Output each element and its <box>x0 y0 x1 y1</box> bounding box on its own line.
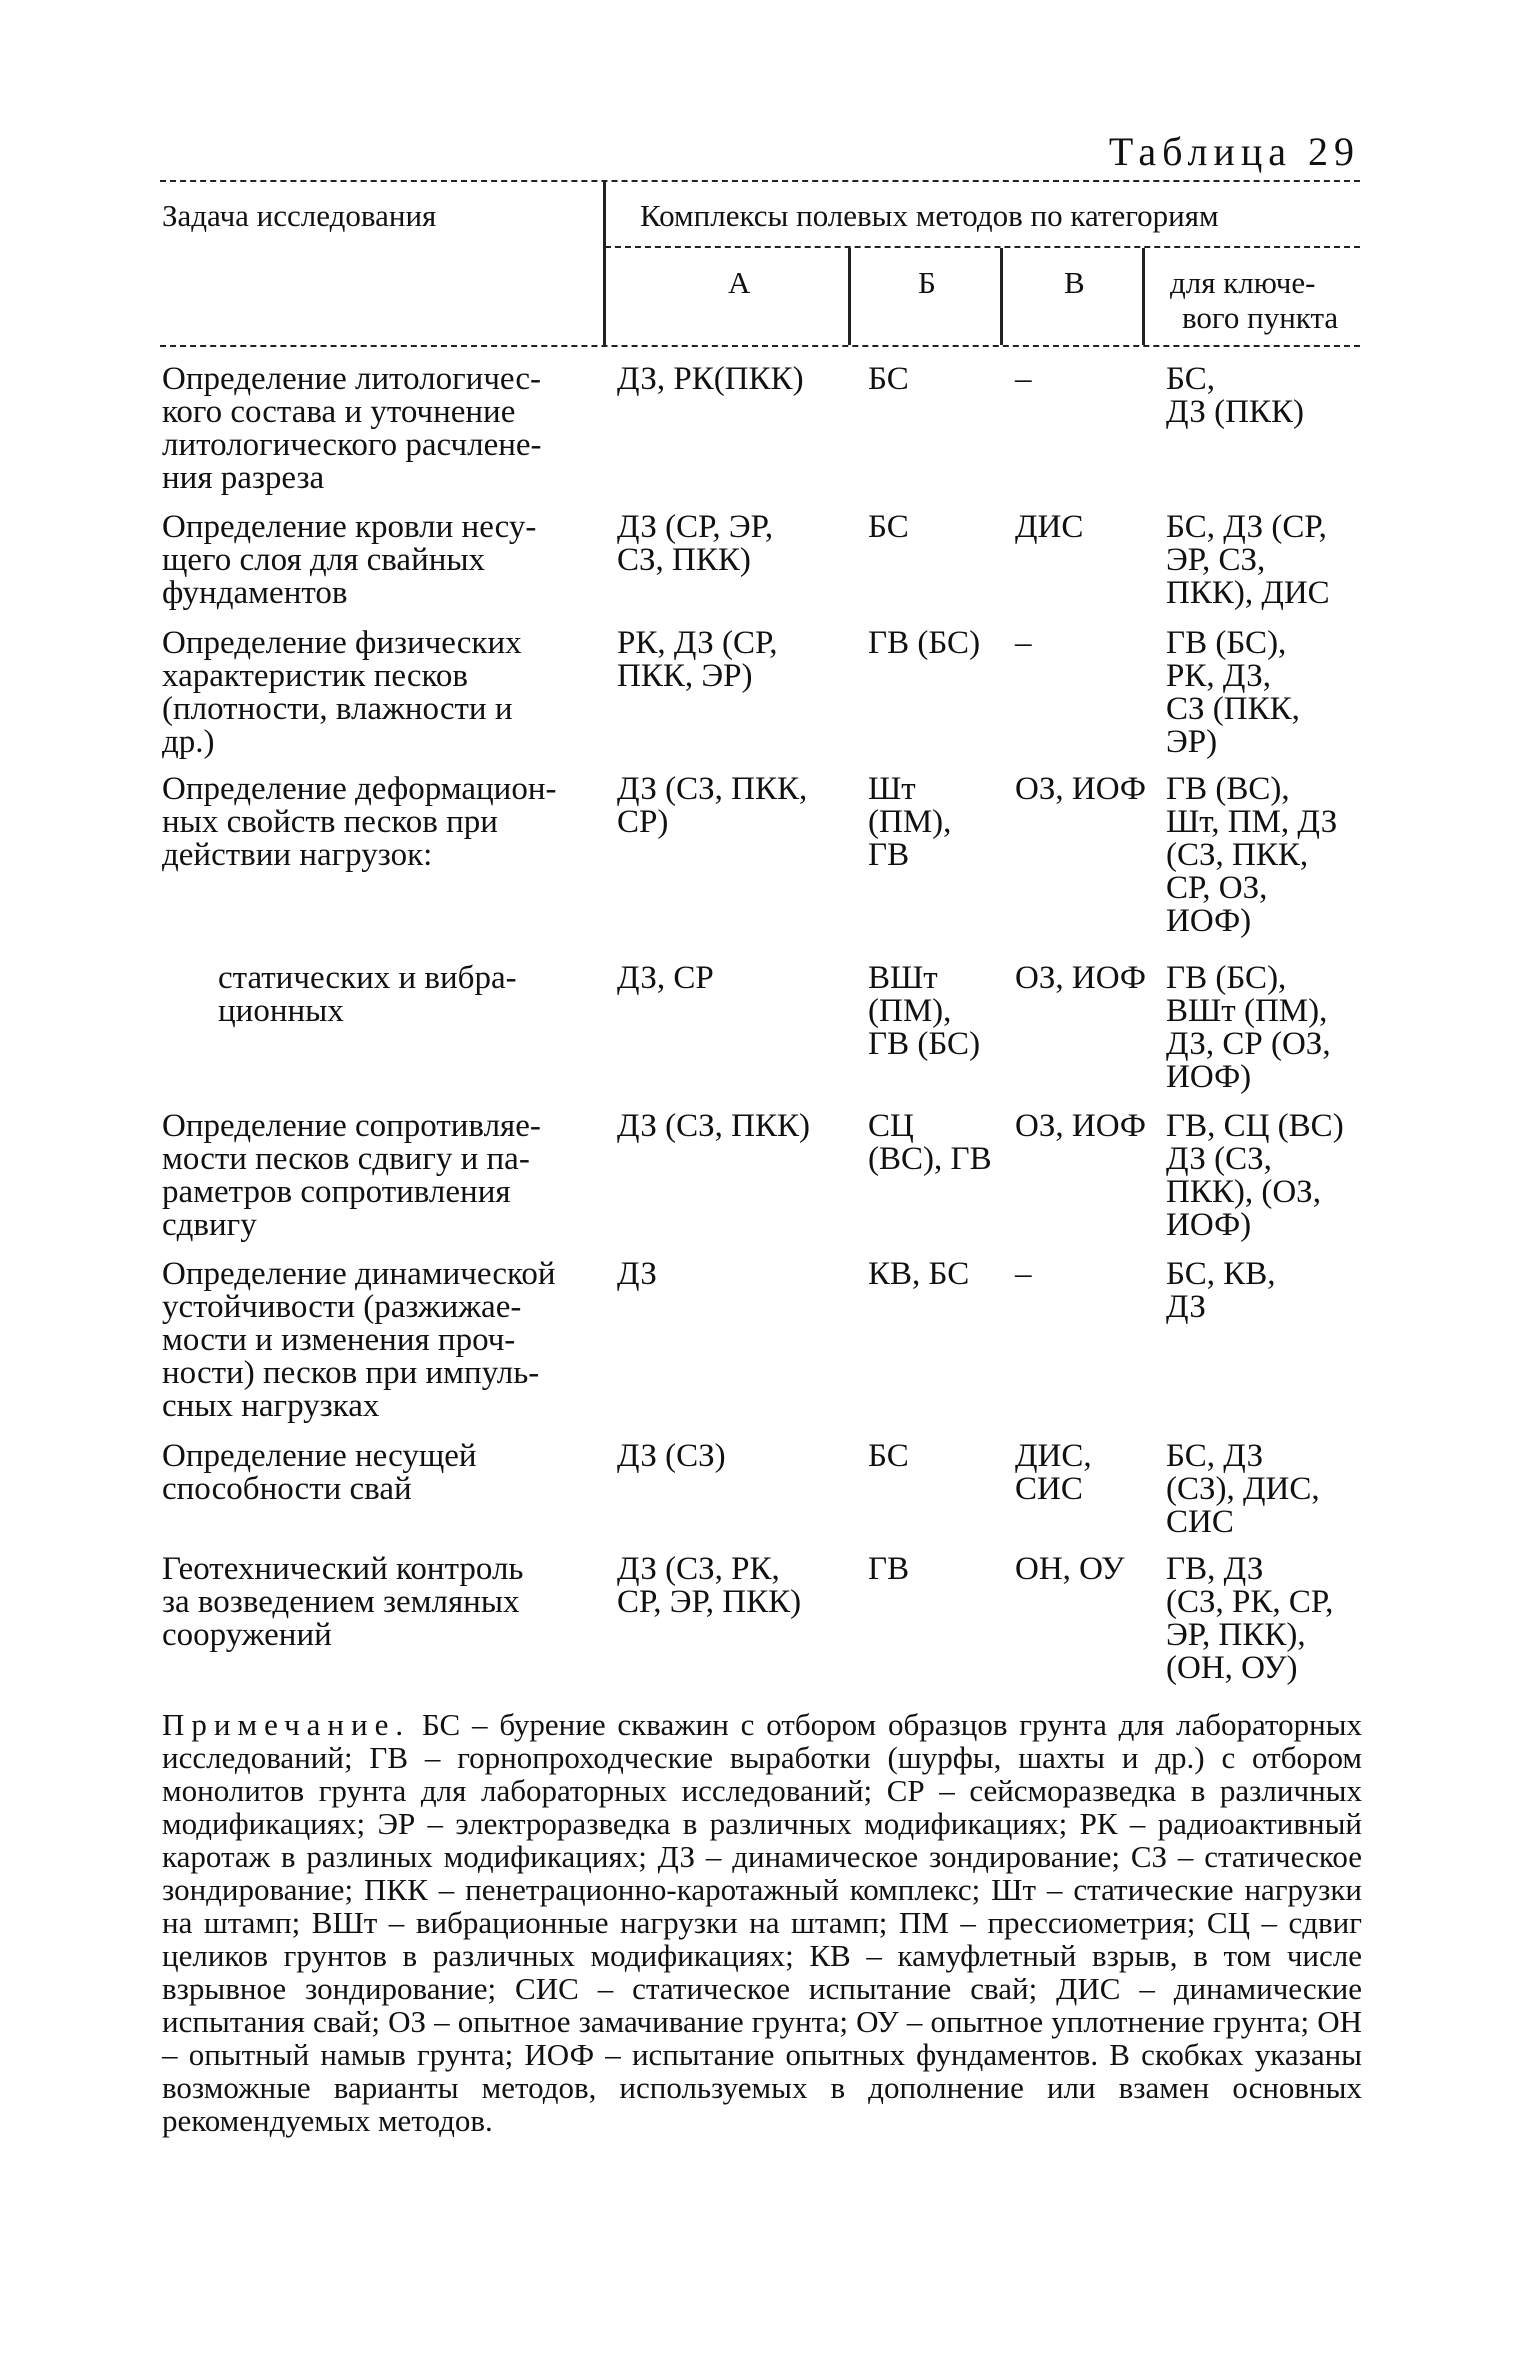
task-cell-line: Определение деформацион- <box>162 771 557 807</box>
key-point-cell <box>1166 1553 1366 1685</box>
key-point-cell-line: БС, ДЗ <box>1166 1438 1264 1474</box>
category-a-cell-line: ДЗ (СЗ, ПКК, <box>617 771 808 807</box>
category-v-cell-line: – <box>1015 625 1032 661</box>
category-a-cell-line: СР) <box>617 804 669 840</box>
category-a-cell <box>617 962 852 995</box>
category-v-cell-line: ОЗ, ИОФ <box>1015 960 1147 996</box>
key-point-cell <box>1166 627 1366 759</box>
task-cell <box>162 511 607 610</box>
category-b-cell <box>868 627 1008 660</box>
category-b-cell-line: БС <box>868 361 909 397</box>
key-point-cell <box>1166 1258 1366 1324</box>
category-a-cell-line: СР, ЭР, ПКК) <box>617 1584 802 1620</box>
category-v-cell-line: – <box>1015 361 1032 397</box>
key-point-cell-line: ПКК), (ОЗ, <box>1166 1174 1321 1210</box>
category-a-cell <box>617 511 852 577</box>
key-point-cell-line: (СЗ), ДИС, <box>1166 1471 1320 1507</box>
category-v-cell <box>1015 1258 1155 1291</box>
task-cell <box>162 363 607 495</box>
header-cat-a: А <box>728 265 751 300</box>
key-point-cell-line: ЭР) <box>1166 724 1218 760</box>
task-cell <box>162 1110 607 1242</box>
task-cell-line: Определение литологичес- <box>162 361 542 397</box>
category-v-cell <box>1015 1440 1155 1506</box>
key-point-cell-line: ПКК), ДИС <box>1166 575 1330 611</box>
key-point-cell-line: (СЗ, ПКК, <box>1166 837 1309 873</box>
category-b-cell <box>868 1553 1008 1586</box>
key-point-cell-line: ГВ (ВС), <box>1166 771 1290 807</box>
category-a-cell <box>617 773 852 839</box>
note-text: БС – бурение скважин с отбором образцов грунта для лабораторных исследований; ГВ – горнопроходческие выработки (шурфы, шахты и др.) с отбором монолитов грунта для лабораторных исследований; СР – сейсморазведка в различных модификациях; ЭР – электроразведка в различных модификациях; РК – радиоактивный каротаж в разлиных модификациях; ДЗ – динамическое зондирование; СЗ – статическое зондирование; ПКК – пенетрационно-каротажный комплекс; Шт – статические нагрузки на штамп; ВШт – вибрационные нагрузки на штамп; ПМ – прессиометрия; СЦ – сдвиг целиков грунтов в различных модификациях; КВ – камуфлетный взрыв, в том числе взрывное зондирование; СИС – статическое испытание свай; ДИС – динамические испытания свай; ОЗ – опытное замачивание грунта; ОУ – опытное уплотнение грунта; ОН – опытный намыв грунта; ИОФ – испытание опытных фундаментов. В скобках указаны возможные варианты методов, используемых в дополнение или взамен основных рекомендуемых методов. <box>162 1707 1362 2138</box>
header-divider-a <box>848 248 851 345</box>
category-b-cell-line: ГВ <box>868 837 910 873</box>
key-point-cell-line: БС, КВ, <box>1166 1256 1276 1292</box>
header-divider-v <box>1142 248 1145 345</box>
category-v-cell-line: ОЗ, ИОФ <box>1015 771 1147 807</box>
task-cell-line: сных нагрузках <box>162 1388 380 1424</box>
category-a-cell-line: ПКК, ЭР) <box>617 658 753 694</box>
key-point-cell-line: Шт, ПМ, ДЗ <box>1166 804 1338 840</box>
task-cell-line: за возведением земляных <box>162 1584 520 1620</box>
category-b-cell-line: ВШт <box>868 960 938 996</box>
category-b-cell <box>868 363 1008 396</box>
category-b-cell <box>868 773 1008 872</box>
task-cell-line: мости песков сдвигу и па- <box>162 1141 530 1177</box>
category-b-cell <box>868 962 1008 1061</box>
key-point-cell <box>1166 363 1366 429</box>
category-b-cell-line: КВ, БС <box>868 1256 970 1292</box>
task-cell-line: характеристик песков <box>162 658 468 694</box>
task-cell-line: фундаментов <box>162 575 348 611</box>
category-b-cell-line: ГВ (БС) <box>868 1026 981 1062</box>
category-v-cell-line: ДИС <box>1015 509 1084 545</box>
header-cat-v: В <box>1064 265 1085 300</box>
task-cell-line: сооружений <box>162 1617 332 1653</box>
header-mid-rule <box>605 246 1360 248</box>
key-point-cell-line: ВШт (ПМ), <box>1166 993 1328 1029</box>
task-cell-line: действии нагрузок: <box>162 837 433 873</box>
key-point-cell-line: СР, ОЗ, <box>1166 870 1268 906</box>
key-point-cell-line: ГВ, СЦ (ВС) <box>1166 1108 1344 1144</box>
header-complexes: Комплексы полевых методов по категориям <box>640 198 1219 233</box>
header-divider-b <box>1000 248 1003 345</box>
task-cell-line: статических и вибра- <box>218 960 517 996</box>
category-v-cell <box>1015 363 1155 396</box>
category-v-cell <box>1015 511 1155 544</box>
category-a-cell <box>617 1110 852 1143</box>
task-cell-line: мости и изменения проч- <box>162 1322 516 1358</box>
key-point-cell-line: ЭР, СЗ, <box>1166 542 1266 578</box>
key-point-cell-line: ИОФ) <box>1166 1059 1252 1095</box>
category-a-cell <box>617 1553 852 1619</box>
category-b-cell-line: Шт <box>868 771 916 807</box>
category-a-cell <box>617 627 852 693</box>
category-a-cell-line: СЗ, ПКК) <box>617 542 751 578</box>
task-cell-line: раметров сопротивления <box>162 1174 511 1210</box>
key-point-cell-line: БС, ДЗ (СР, <box>1166 509 1327 545</box>
task-cell-line: способности свай <box>162 1471 412 1507</box>
category-v-cell <box>1015 1110 1155 1143</box>
category-b-cell <box>868 1110 1008 1176</box>
key-point-cell-line: БС, <box>1166 361 1215 397</box>
header-cat-b: Б <box>918 265 936 300</box>
category-b-cell-line: ГВ <box>868 1551 910 1587</box>
task-cell-line: (плотности, влажности и <box>162 691 513 727</box>
header-divider-task <box>603 182 606 345</box>
key-point-cell <box>1166 773 1366 938</box>
note-label: Примечание. <box>162 1707 411 1742</box>
category-b-cell <box>868 1440 1008 1473</box>
category-a-cell <box>617 363 852 396</box>
category-v-cell-line: ДИС, <box>1015 1438 1092 1474</box>
category-v-cell-line: ОЗ, ИОФ <box>1015 1108 1147 1144</box>
key-point-cell <box>1166 1440 1366 1539</box>
key-point-cell <box>1166 1110 1366 1242</box>
category-a-cell-line: ДЗ <box>617 1256 657 1292</box>
key-point-cell-line: ДЗ (ПКК) <box>1166 394 1304 430</box>
category-v-cell-line: ОН, ОУ <box>1015 1551 1125 1587</box>
task-cell <box>162 1553 607 1652</box>
task-cell-line: ных свойств песков при <box>162 804 498 840</box>
key-point-cell-line: ДЗ, СР (ОЗ, <box>1166 1026 1331 1062</box>
task-cell <box>218 962 663 1028</box>
key-point-cell <box>1166 962 1366 1094</box>
task-cell-line: Определение динамической <box>162 1256 556 1292</box>
task-cell-line: Определение кровли несу- <box>162 509 537 545</box>
key-point-cell-line: ЭР, ПКК), <box>1166 1617 1306 1653</box>
category-a-cell-line: ДЗ (СЗ, ПКК) <box>617 1108 810 1144</box>
category-b-cell-line: (ПМ), <box>868 804 952 840</box>
task-cell-line: ния разреза <box>162 460 325 496</box>
category-v-cell <box>1015 962 1155 995</box>
task-cell-line: Геотехнический контроль <box>162 1551 524 1587</box>
task-cell <box>162 1440 607 1506</box>
category-a-cell-line: ДЗ, РК(ПКК) <box>617 361 804 397</box>
table-top-rule <box>160 180 1360 182</box>
category-a-cell-line: ДЗ, СР <box>617 960 714 996</box>
task-cell <box>162 627 607 759</box>
header-cat-key-line2: вого пункта <box>1182 300 1339 335</box>
category-v-cell <box>1015 773 1155 806</box>
task-cell-line: др.) <box>162 724 215 760</box>
key-point-cell-line: (ОН, ОУ) <box>1166 1650 1298 1686</box>
category-a-cell-line: ДЗ (СЗ) <box>617 1438 726 1474</box>
category-v-cell-line: – <box>1015 1256 1032 1292</box>
category-v-cell <box>1015 627 1155 660</box>
task-cell <box>162 1258 607 1423</box>
category-b-cell-line: БС <box>868 509 909 545</box>
category-b-cell-line: (ПМ), <box>868 993 952 1029</box>
category-b-cell-line: СЦ <box>868 1108 914 1144</box>
key-point-cell-line: РК, ДЗ, <box>1166 658 1271 694</box>
task-cell-line: Определение физических <box>162 625 522 661</box>
key-point-cell-line: ГВ (БС), <box>1166 960 1287 996</box>
key-point-cell-line: ГВ, ДЗ <box>1166 1551 1264 1587</box>
category-b-cell-line: БС <box>868 1438 909 1474</box>
key-point-cell-line: ИОФ) <box>1166 903 1252 939</box>
key-point-cell-line: СЗ (ПКК, <box>1166 691 1300 727</box>
category-v-cell-line: СИС <box>1015 1471 1083 1507</box>
task-cell <box>162 773 607 872</box>
task-cell-line: сдвигу <box>162 1207 257 1243</box>
category-b-cell <box>868 511 1008 544</box>
category-a-cell <box>617 1258 852 1291</box>
category-b-cell-line: (ВС), ГВ <box>868 1141 992 1177</box>
key-point-cell <box>1166 511 1366 610</box>
key-point-cell-line: ГВ (БС), <box>1166 625 1287 661</box>
task-cell-line: щего слоя для свайных <box>162 542 486 578</box>
key-point-cell-line: ИОФ) <box>1166 1207 1252 1243</box>
key-point-cell-line: ДЗ <box>1166 1289 1206 1325</box>
table-caption: Таблица 29 <box>1108 129 1360 174</box>
category-b-cell <box>868 1258 1008 1291</box>
task-cell-line: Определение несущей <box>162 1438 477 1474</box>
task-cell-line: устойчивости (разжижае- <box>162 1289 522 1325</box>
task-cell-line: кого состава и уточнение <box>162 394 516 430</box>
header-task: Задача исследования <box>162 198 437 233</box>
task-cell-line: литологического расчлене- <box>162 427 542 463</box>
key-point-cell-line: СИС <box>1166 1504 1234 1540</box>
category-v-cell <box>1015 1553 1155 1586</box>
category-a-cell <box>617 1440 852 1473</box>
category-a-cell-line: ДЗ (СЗ, РК, <box>617 1551 780 1587</box>
task-cell-line: Определение сопротивляе- <box>162 1108 541 1144</box>
key-point-cell-line: (СЗ, РК, СР, <box>1166 1584 1334 1620</box>
category-a-cell-line: ДЗ (СР, ЭР, <box>617 509 774 545</box>
table-note <box>162 1708 1362 2137</box>
task-cell-line: ности) песков при импуль- <box>162 1355 540 1391</box>
task-cell-line: ционных <box>218 993 344 1029</box>
header-bottom-rule <box>160 345 1360 347</box>
category-b-cell-line: ГВ (БС) <box>868 625 981 661</box>
category-a-cell-line: РК, ДЗ (СР, <box>617 625 778 661</box>
header-cat-key-line1: для ключе- <box>1170 265 1316 300</box>
key-point-cell-line: ДЗ (СЗ, <box>1166 1141 1272 1177</box>
